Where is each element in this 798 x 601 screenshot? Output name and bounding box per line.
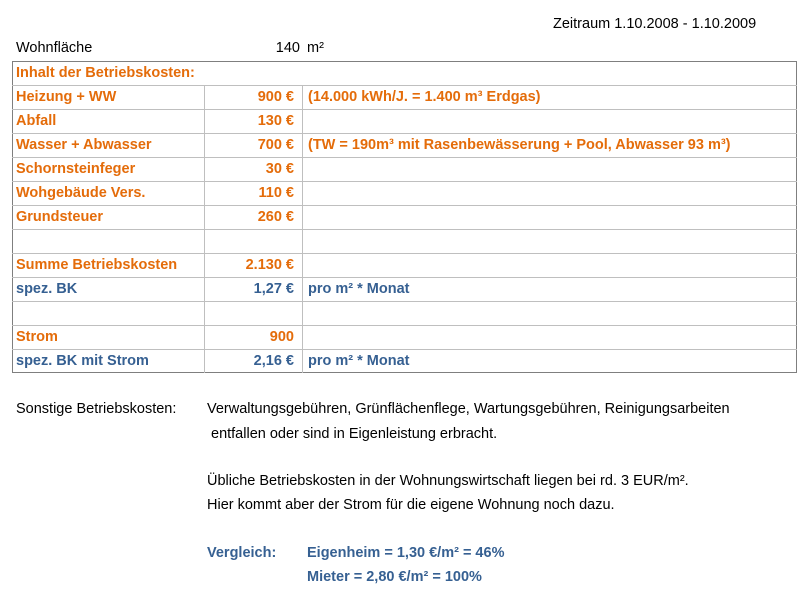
row-label: Wohgebäude Vers. bbox=[16, 185, 146, 201]
column-separator bbox=[302, 85, 303, 373]
table-header: Inhalt der Betriebskosten: bbox=[16, 65, 195, 81]
row-label: Abfall bbox=[16, 113, 57, 129]
note-line2: Hier kommt aber der Strom für die eigene Wohnung noch dazu. bbox=[207, 497, 615, 513]
row-value bbox=[205, 301, 294, 325]
row-value: 1,27 € bbox=[253, 281, 294, 297]
period-label: Zeitraum 1.10.2008 - 1.10.2009 bbox=[553, 16, 757, 32]
row-note: (14.000 kWh/J. = 1.400 m³ Erdgas) bbox=[308, 89, 541, 105]
row-value: 900 € bbox=[257, 89, 294, 105]
row-value: 30 € bbox=[265, 161, 294, 177]
row-separator bbox=[12, 109, 797, 110]
other-costs-line1: Verwaltungsgebühren, Grünflächenflege, Wartungsgebühren, Reinigungsarbeiten bbox=[207, 401, 730, 417]
row-label: Strom bbox=[16, 329, 58, 345]
row-label: Schornsteinfeger bbox=[16, 161, 136, 177]
row-separator bbox=[12, 301, 797, 302]
row-separator bbox=[12, 205, 797, 206]
living-area-value: 140 bbox=[275, 40, 300, 56]
row-note: pro m² * Monat bbox=[308, 281, 410, 297]
comparison-owner: Eigenheim = 1,30 €/m² = 46% bbox=[307, 545, 505, 561]
row-value: 700 € bbox=[257, 137, 294, 153]
row-label: Summe Betriebskosten bbox=[16, 257, 178, 273]
row-value: 130 € bbox=[257, 113, 294, 129]
row-value: 260 € bbox=[257, 209, 294, 225]
row-value: 2,16 € bbox=[253, 353, 294, 369]
other-costs-line2: entfallen oder sind in Eigenleistung erbracht. bbox=[211, 426, 498, 442]
row-value: 900 bbox=[269, 329, 294, 345]
row-value: 2.130 € bbox=[245, 257, 294, 273]
other-costs-label: Sonstige Betriebskosten: bbox=[16, 401, 177, 417]
comparison-tenant: Mieter = 2,80 €/m² = 100% bbox=[307, 569, 482, 585]
row-separator bbox=[12, 229, 797, 230]
row-label: Heizung + WW bbox=[16, 89, 117, 105]
comparison-label: Vergleich: bbox=[207, 545, 277, 561]
row-label: Grundsteuer bbox=[16, 209, 104, 225]
row-label: spez. BK mit Strom bbox=[16, 353, 149, 369]
row-label: Wasser + Abwasser bbox=[16, 137, 152, 153]
note-line1: Übliche Betriebskosten in der Wohnungswirtschaft liegen bei rd. 3 EUR/m². bbox=[207, 473, 689, 489]
row-separator bbox=[12, 325, 797, 326]
column-separator bbox=[204, 85, 205, 373]
row-value: 110 € bbox=[258, 185, 294, 201]
living-area-label: Wohnfläche bbox=[16, 40, 93, 56]
living-area-unit: m² bbox=[307, 40, 324, 56]
row-value bbox=[205, 229, 294, 253]
row-note: (TW = 190m³ mit Rasenbewässerung + Pool, Abwasser 93 m³) bbox=[308, 137, 731, 153]
row-note: pro m² * Monat bbox=[308, 353, 410, 369]
row-label: spez. BK bbox=[16, 281, 78, 297]
